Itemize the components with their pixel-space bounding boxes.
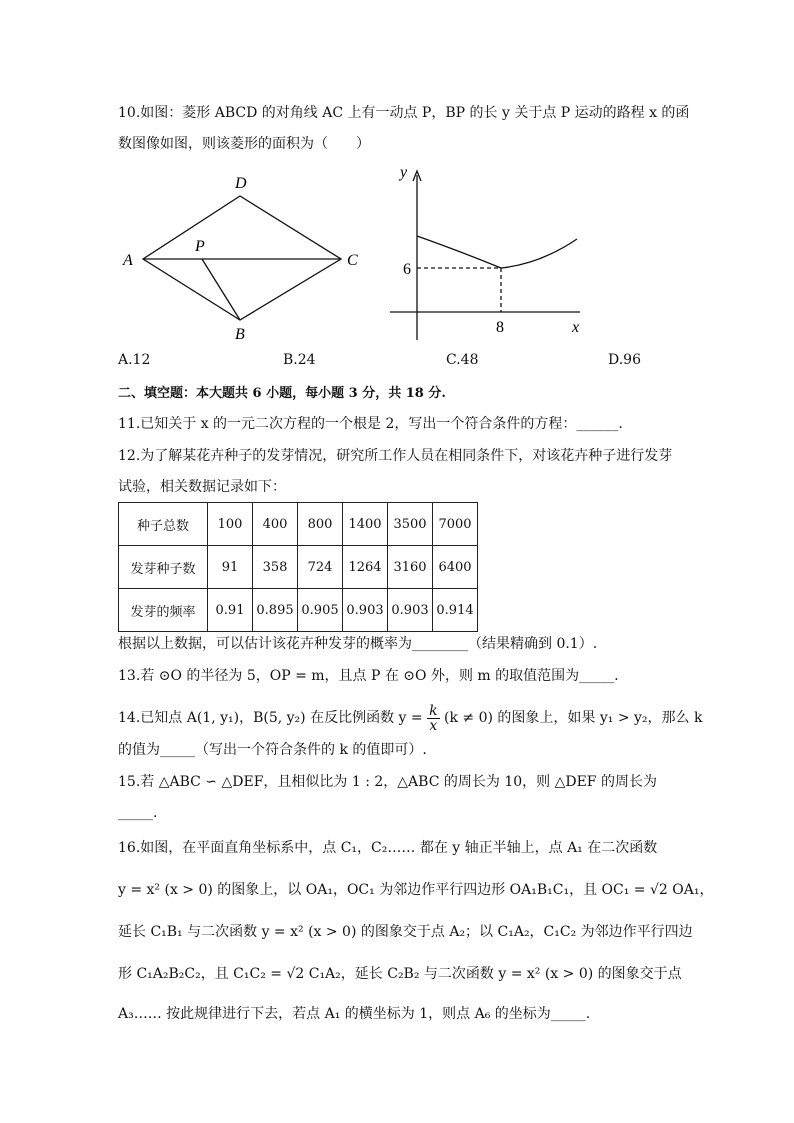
table-cell: 1264: [343, 546, 388, 589]
q16-line2: y = x² (x > 0) 的图象上，以 OA₁，OC₁ 为邻边作平行四边形 OA₁B₁C₁，且 OC₁ = √2 OA₁，: [118, 882, 714, 898]
label-B: B: [235, 326, 245, 343]
table-row: [119, 546, 478, 589]
q14-line1: [118, 700, 702, 736]
q12-line1: 12.为了解某花卉种子的发芽情况，研究所工作人员在相同条件下，对该花卉种子进行发芽: [118, 448, 673, 464]
q16-line5: A₃…… 按此规律进行下去，若点 A₁ 的横坐标为 1，则点 A₆ 的坐标为_____.: [118, 1006, 591, 1022]
choice-c: C.48: [446, 352, 479, 368]
choice-b: B.24: [283, 352, 316, 368]
rhombus-outline: [143, 196, 341, 320]
q15-line2: _____.: [118, 805, 158, 821]
graph-y-label: y: [400, 164, 408, 181]
table-cell: 0.903: [388, 589, 433, 632]
q15-line1: 15.若 △ABC ∽ △DEF，且相似比为 1 : 2，△ABC 的周长为 10，则 △DEF 的周长为: [118, 774, 657, 790]
table-cell: 发芽种子数: [119, 546, 208, 589]
q16-line4: 形 C₁A₂B₂C₂，且 C₁C₂ = √2 C₁A₂，延长 C₂B₂ 与二次函数 y = x² (x > 0) 的图象交于点: [118, 966, 682, 982]
table-cell: 0.914: [433, 589, 478, 632]
table-cell: 358: [253, 546, 298, 589]
frac-denominator: x: [429, 717, 438, 734]
rhombus-figure: [115, 170, 375, 345]
frac-numerator: k: [429, 702, 438, 719]
table-cell: 种子总数: [119, 503, 208, 546]
table-cell: 400: [253, 503, 298, 546]
choice-a: A.12: [118, 352, 151, 368]
choice-d: D.96: [608, 352, 641, 368]
q14-part1: 14.已知点 A(1, y₁)，B(5, y₂) 在反比例函数 y =: [118, 710, 423, 726]
table-cell: 100: [208, 503, 253, 546]
table-row: [119, 503, 478, 546]
q10-line1: 10.如图：菱形 ABCD 的对角线 AC 上有一动点 P，BP 的长 y 关于点 P 运动的路程 x 的函: [118, 105, 690, 121]
q11-text: 11.已知关于 x 的一元二次方程的一个根是 2，写出一个符合条件的方程：______.: [118, 416, 623, 432]
q12-after: 根据以上数据，可以估计该花卉种发芽的概率为________（结果精确到 0.1）.: [118, 636, 598, 652]
q10-line2: 数图像如图，则该菱形的面积为（ ）: [118, 136, 370, 152]
label-C: C: [347, 252, 358, 269]
table-cell: 3500: [388, 503, 433, 546]
q14-fraction: [427, 704, 439, 733]
table-cell: 1400: [343, 503, 388, 546]
table-cell: 3160: [388, 546, 433, 589]
table-cell: 724: [298, 546, 343, 589]
graph-y-tick: 6: [403, 261, 411, 278]
table-cell: 0.895: [253, 589, 298, 632]
table-cell: 91: [208, 546, 253, 589]
q13-text: 13.若 ⊙O 的半径为 5，OP = m，且点 P 在 ⊙O 外，则 m 的取值范围为_____.: [118, 668, 619, 684]
table-cell: 0.903: [343, 589, 388, 632]
label-P: P: [195, 238, 205, 255]
q14-part2: (k ≠ 0) 的图象上，如果 y₁ > y₂，那么 k: [444, 710, 703, 726]
table-cell: 7000: [433, 503, 478, 546]
q16-line1: 16.如图，在平面直角坐标系中，点 C₁，C₂…… 都在 y 轴正半轴上，点 A₁ 在二次函数: [118, 840, 658, 856]
table-cell: 0.91: [208, 589, 253, 632]
label-D: D: [235, 175, 247, 192]
table-cell: 800: [298, 503, 343, 546]
q14-line2: 的值为_____（写出一个符合条件的 k 的值即可）.: [118, 742, 427, 758]
label-A: A: [123, 252, 133, 269]
q12-line2: 试验，相关数据记录如下：: [118, 479, 286, 495]
table-cell: 6400: [433, 546, 478, 589]
function-curve: [417, 236, 577, 268]
table-row: [119, 589, 478, 632]
table-cell: 0.905: [298, 589, 343, 632]
graph-x-label: x: [572, 319, 580, 336]
graph-x-tick: 8: [496, 319, 504, 336]
q16-line3: 延长 C₁B₁ 与二次函数 y = x² (x > 0) 的图象交于点 A₂；以 C₁A₂，C₁C₂ 为邻边作平行四边: [118, 924, 693, 940]
germination-table: [118, 502, 478, 632]
table-cell: 发芽的频率: [119, 589, 208, 632]
function-graph: [390, 160, 590, 345]
segment-bp: [202, 259, 240, 320]
section-heading: 二、填空题：本大题共 6 小题，每小题 3 分，共 18 分.: [118, 386, 446, 401]
